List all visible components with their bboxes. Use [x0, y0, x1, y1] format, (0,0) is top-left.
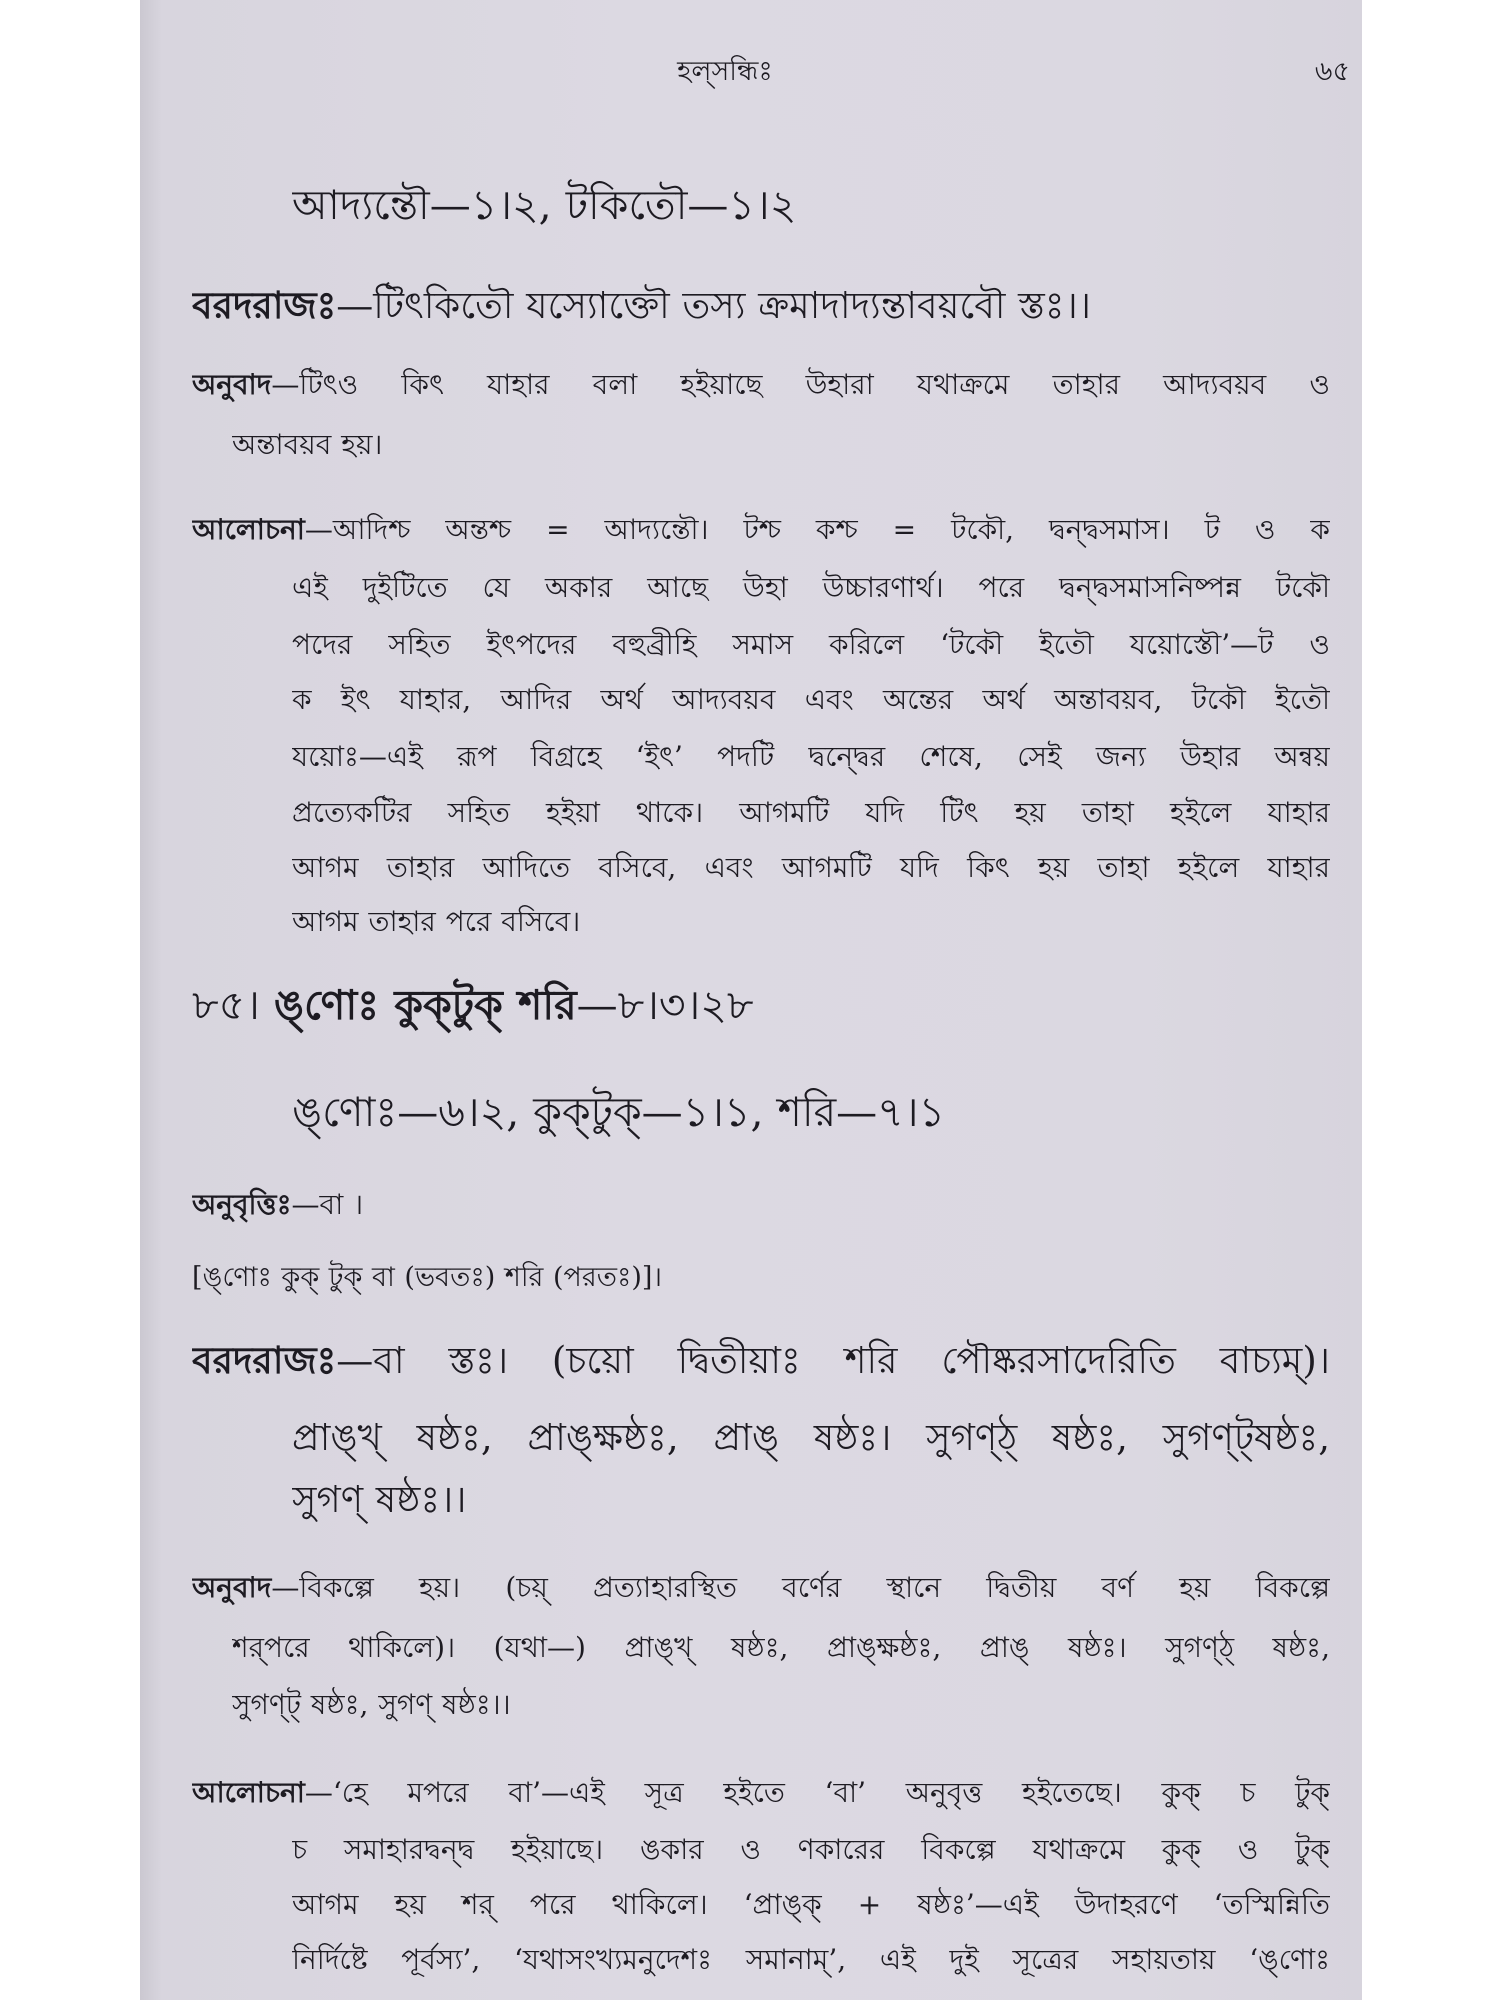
anuvritti-line: [192, 1182, 792, 1228]
sutra-expansion: [ঙ্‌ণোঃ কুক্ টুক্ বা (ভবতঃ) শরি (পরতঃ)]।: [192, 1262, 663, 1293]
alochana-line: [192, 1770, 1330, 1816]
anuvad-text: —বিকল্পে হয়। (চয়্ প্রত্যাহারস্থিত বর্ণের স্থানে দ্বিতীয় বর্ণ হয় বিকল্পে: [271, 1571, 1330, 1604]
anuvritti-label: অনুবৃত্তিঃ: [192, 1188, 292, 1221]
varadaraja-example-line: সুগণ্ ষষ্ঠঃ।।: [292, 1478, 467, 1521]
anuvad-line: [192, 362, 1330, 408]
page-number: ৬৫: [1314, 56, 1350, 87]
book-page: [140, 0, 1362, 2000]
alochana-text: —আদিশ্চ অন্তশ্চ = আদ্যন্তৌ। টশ্চ কশ্চ = টকৌ, দ্বন্দ্বসমাস। ট ও ক: [304, 513, 1330, 546]
alochana-line: যয়োঃ—এই রূপ বিগ্রহে ‘ইৎ’ পদটি দ্বন্দ্বের শেষে, সেই জন্য উহার অন্বয়: [292, 740, 1330, 773]
anuvad-line: [192, 1565, 1330, 1611]
alochana-line: পদের সহিত ইৎপদের বহুব্রীহি সমাস করিলে ‘টকৌ ইতৌ যয়োস্তৌ’—ট ও: [292, 628, 1330, 661]
anuvritti-text: —বা ।: [291, 1188, 364, 1221]
alochana-line: আগম তাহার আদিতে বসিবে, এবং আগমটি যদি কিৎ হয় তাহা হইলে যাহার: [292, 851, 1330, 884]
alochana-line: আগম হয় শর্ পরে থাকিলে। ‘প্রাঙ্‌ক্ + ষষ্ঠঃ’—এই উদাহরণে ‘তস্মিন্নিতি: [292, 1888, 1330, 1921]
anuvad-text: —টিৎও কিৎ যাহার বলা হইয়াছে উহারা যথাক্রমে তাহার আদ্যবয়ব ও: [271, 368, 1330, 401]
alochana-label: আলোচনা: [192, 1776, 305, 1809]
alochana-line: আগম তাহার পরে বসিবে।: [292, 905, 581, 938]
anuvad-line: অন্তাবয়ব হয়।: [232, 428, 383, 461]
varadaraja-text: —টিৎকিতৌ যস্যোক্তৌ তস্য ক্রমাদাদ্যন্তাবয়বৌ স্তঃ।।: [336, 284, 1091, 327]
sutra-reference: —৮।৩।২৮: [576, 981, 754, 1029]
varadaraja-example-line: প্রাঙ্‌খ্ ষষ্ঠঃ, প্রাঙ্‌ক্ষষ্ঠঃ, প্রাঙ্ ষষ্ঠঃ। সুগণ্‌ঠ্ ষষ্ঠঃ, সুগণ্‌ট্‌ষষ্ঠঃ,: [292, 1416, 1330, 1459]
varadaraja-text: —বা স্তঃ। (চয়ো দ্বিতীয়াঃ শরি পৌষ্করসাদেরিতি বাচ্যম্)।: [336, 1339, 1330, 1382]
alochana-label: আলোচনা: [192, 513, 305, 546]
varadaraja-label: বরদরাজঃ: [192, 1338, 337, 1382]
anuvad-line: সুগণ্‌ট্ ষষ্ঠঃ, সুগণ্ ষষ্ঠঃ।।: [232, 1688, 511, 1721]
alochana-line: চ সমাহারদ্বন্দ্ব হইয়াছে। ঙকার ও ণকারের বিকল্পে যথাক্রমে কুক্ ও টুক্: [292, 1833, 1330, 1866]
varadaraja-gloss-line: [192, 276, 1330, 334]
running-title: হল্‌সন্ধিঃ: [677, 56, 773, 87]
alochana-line: নির্দিষ্টে পূর্বস্য’, ‘যথাসংখ্যমনুদেশঃ সমানাম্’, এই দুই সূত্রের সহায়তায় ‘ঙ্‌ণোঃ: [292, 1943, 1330, 1976]
anuvad-label: অনুবাদ: [192, 1571, 272, 1604]
anuvad-line: শর্‌পরে থাকিলে)। (যথা—) প্রাঙ্‌খ্ ষষ্ঠঃ, প্রাঙ্‌ক্ষষ্ঠঃ, প্রাঙ্ ষষ্ঠঃ। সুগণ্‌ঠ্ ষষ্ঠঃ,: [232, 1631, 1330, 1664]
sutra-85-parse: ঙ্‌ণোঃ—৬।২, কুক্‌টুক্—১।১, শরি—৭।১: [292, 1088, 946, 1136]
alochana-line: [192, 507, 1330, 553]
alochana-line: এই দুইটিতে যে অকার আছে উহা উচ্চারণার্থ। পরে দ্বন্দ্বসমাসনিষ্পন্ন টকৌ: [292, 571, 1330, 604]
alochana-line: প্রত্যেকটির সহিত হইয়া থাকে। আগমটি যদি টিৎ হয় তাহা হইলে যাহার: [292, 796, 1330, 829]
alochana-line: ক ইৎ যাহার, আদির অর্থ আদ্যবয়ব এবং অন্তের অর্থ অন্তাবয়ব, টকৌ ইতৌ: [292, 683, 1330, 716]
alochana-text: —‘হে মপরে বা’—এই সূত্র হইতে ‘বা’ অনুবৃত্ত হইতেছে। কুক্ চ টুক্: [304, 1776, 1330, 1809]
sutra-text: ঙ্‌ণোঃ কুক্‌টুক্ শরি: [273, 981, 577, 1029]
sutra-84-parse: আদ্যন্তৌ—১।২, টকিতৌ—১।২: [292, 181, 797, 229]
anuvad-label: অনুবাদ: [192, 368, 272, 401]
sutra-85-heading: [192, 973, 1330, 1037]
sutra-number: ৮৫।: [192, 981, 274, 1029]
varadaraja-gloss-line: [192, 1331, 1330, 1389]
varadaraja-label: বরদরাজঃ: [192, 283, 337, 327]
